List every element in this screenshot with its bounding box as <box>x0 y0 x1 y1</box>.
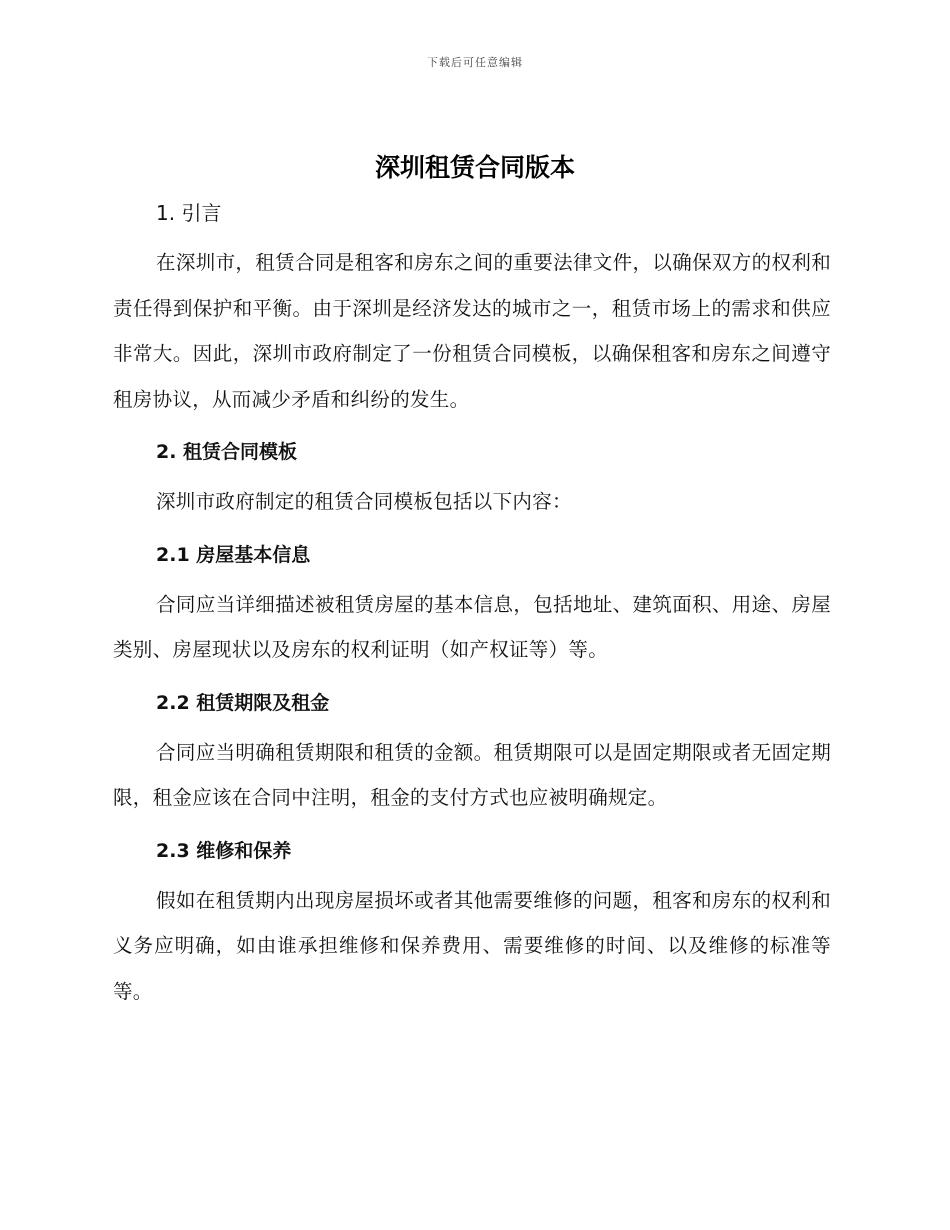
header-note: 下载后可任意编辑 <box>427 56 523 69</box>
section-paragraph-property-info: 合同应当详细描述被租赁房屋的基本信息，包括地址、建筑面积、用途、房屋类别、房屋现状以及房东的权利证明（如产权证等）等。 <box>113 592 831 661</box>
section-heading-introduction: 1. 引言 <box>156 201 222 225</box>
section-heading-template: 2. 租赁合同模板 <box>156 441 298 463</box>
section-heading-property-info: 2.1 房屋基本信息 <box>156 543 311 566</box>
document-body <box>113 195 831 1014</box>
document-title: 深圳租赁合同版本 <box>374 153 575 182</box>
section-heading-term-and-rent: 2.2 租赁期限及租金 <box>156 691 330 714</box>
section-paragraph-term-and-rent: 合同应当明确租赁期限和租赁的金额。租赁期限可以是固定期限或者无固定期限，租金应该在合同中注明，租金的支付方式也应被明确规定。 <box>113 740 831 809</box>
section-heading-maintenance: 2.3 维修和保养 <box>156 839 292 862</box>
section-paragraph-template: 深圳市政府制定的租赁合同模板包括以下内容： <box>156 490 572 513</box>
section-paragraph-maintenance: 假如在租赁期内出现房屋损坏或者其他需要维修的问题，租客和房东的权利和义务应明确，如由谁承担维修和保养费用、需要维修的时间、以及维修的标准等等。 <box>113 888 831 1003</box>
section-paragraph-introduction: 在深圳市，租赁合同是租客和房东之间的重要法律文件，以确保双方的权利和责任得到保护和平衡。由于深圳是经济发达的城市之一，租赁市场上的需求和供应非常大。因此，深圳市政府制定了一份租赁合同模板，以确保租客和房东之间遵守租房协议，从而减少矛盾和纠纷的发生。 <box>113 251 831 411</box>
